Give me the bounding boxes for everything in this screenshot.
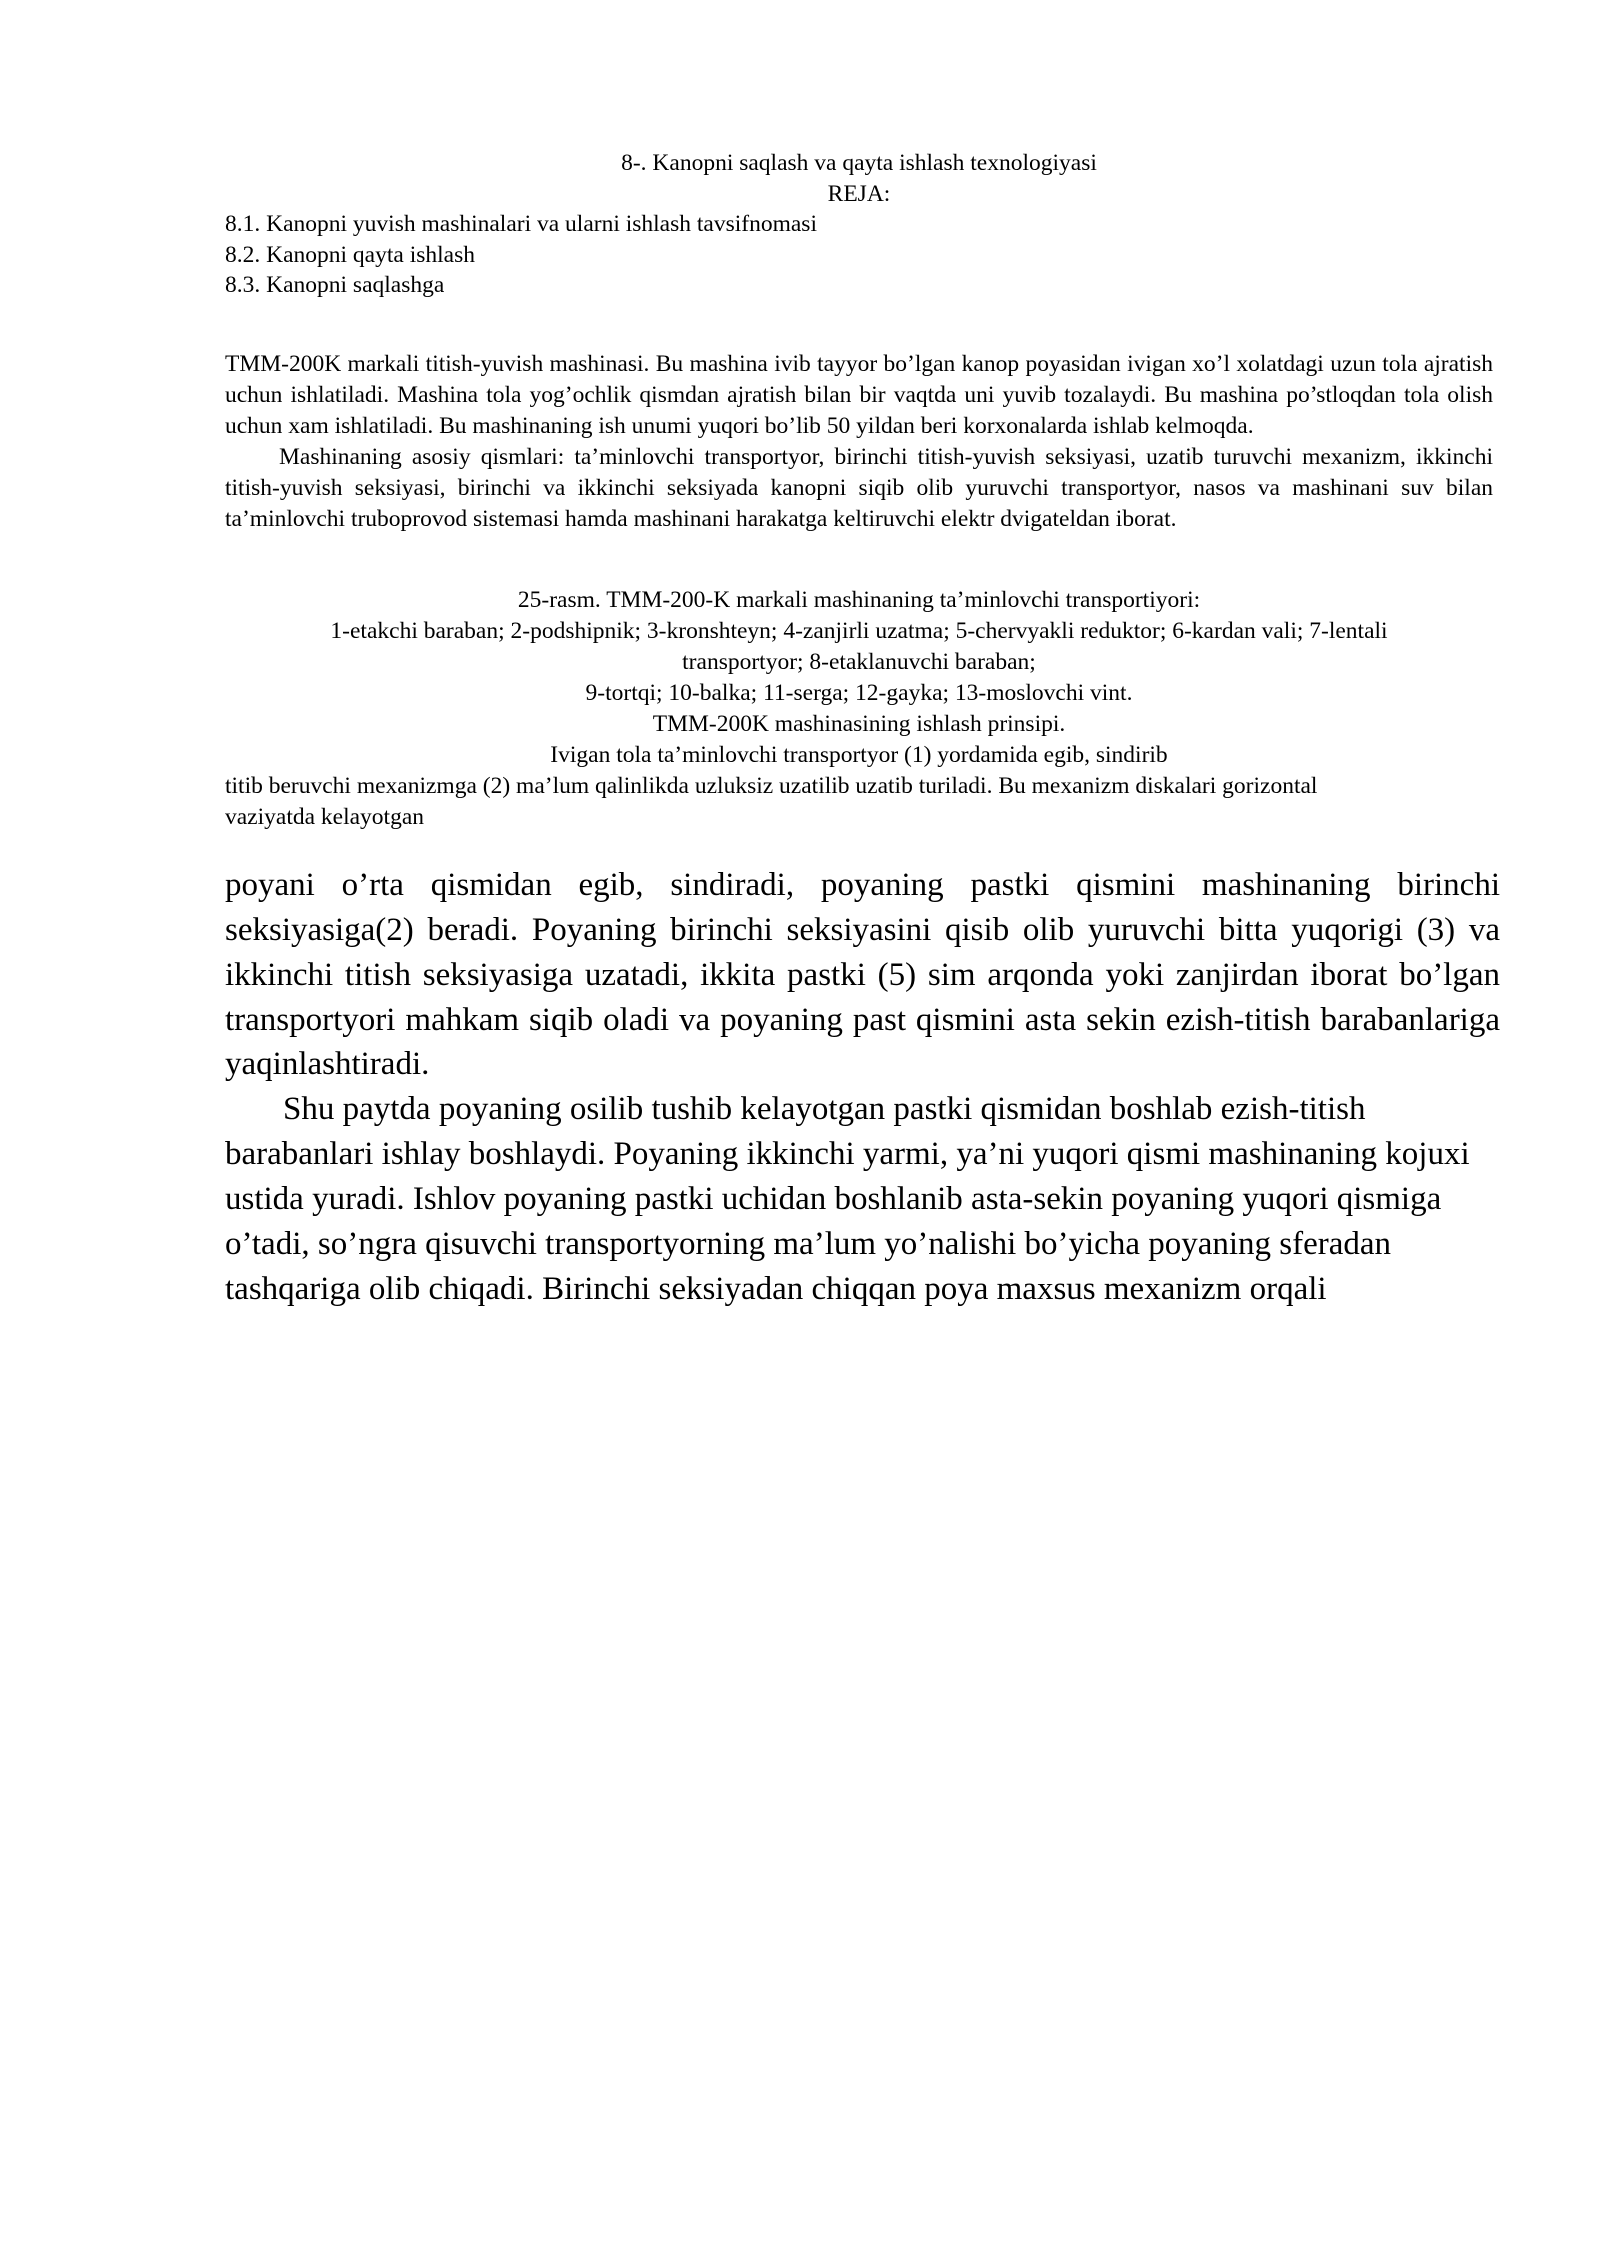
body-paragraph-1: TMM-200K markali titish-yuvish mashinasi. Bu mashina ivib tayyor bo’lgan kanop poyasidan ivigan xo’l xolatdagi uzun tola ajratish uchun ishlatiladi. Mashina tola yog’ochlik qismdan ajratish bilan bir vaqtda uni yuvib tozalaydi. Bu mashina po’stloqdan tola olish uchun xam ishlatiladi. Bu mashinaning ish unumi yuqori bo’lib 50 yildan beri korxonalarda ishlab kelmoqda. — [225, 350, 1493, 439]
document-heading: 8-. Kanopni saqlash va qayta ishlash texnologiyasi — [621, 150, 1097, 176]
large-paragraph-2: Shu paytda poyaning osilib tushib kelayotgan pastki qismidan boshlab ezish-titish barabanlari ishlay boshlaydi. Poyaning ikkinchi yarmi, ya’ni yuqori qismi mashinaning kojuxi ustida yuradi. Ishlov poyaning pastki uchidan boshlanib asta-sekin poyaning yuqori qismiga o’tadi, so’ngra qisuvchi transportyorning ma’lum yo’nalishi bo’yicha poyaning sferadan tashqariga olib chiqadi. Birinchi seksiyadan chiqqan poya maxsus mexanizm orqali — [225, 1091, 1470, 1307]
figure-caption-line-6: Ivigan tola ta’minlovchi transportyor (1) yordamida egib, sindirib — [550, 741, 1168, 768]
after-caption-line-1: titib beruvchi mexanizmga (2) ma’lum qalinlikda uzluksiz uzatilib uzatib turiladi. Bu mexanizm diskalari gorizontal — [225, 772, 1318, 799]
toc-item-3: 8.3. Kanopni saqlashga — [225, 272, 445, 299]
document-content — [225, 148, 1500, 1312]
toc-item-2: 8.2. Kanopni qayta ishlash — [225, 241, 475, 268]
body-paragraph-2: Mashinaning asosiy qismlari: ta’minlovchi transportyor, birinchi titish-yuvish seksiyasi, uzatib turuvchi mexanizm, ikkinchi titish-yuvish seksiyasi, birinchi va ikkinchi seksiyada kanopni siqib olib yuruvchi transportyor, nasos va mashinani suv bilan ta’minlovchi truboprovod sistemasi hamda mashinani harakatga keltiruvchi elektr dvigateldan iborat. — [225, 443, 1493, 532]
spacer-after-toc — [225, 301, 1493, 349]
figure-caption-line-5: TMM-200K mashinasining ishlash prinsipi. — [652, 710, 1066, 737]
figure-caption-line-2: 1-etakchi baraban; 2-podshipnik; 3-kronshteyn; 4-zanjirli uzatma; 5-chervyakli reduktor; 6-kardan vali; 7-lentali — [330, 617, 1388, 644]
figure-caption-line-3: transportyor; 8-etaklanuvchi baraban; — [682, 648, 1036, 675]
spacer-before-large-text — [225, 833, 1493, 863]
large-paragraph-1: poyani o’rta qismidan egib, sindiradi, poyaning pastki qismini mashinaning birinchi seksiyasiga(2) beradi. Poyaning birinchi seksiyasini qisib olib yuruvchi bitta yuqorigi (3) va ikkinchi titish seksiyasiga uzatadi, ikkita pastki (5) sim arqonda yoki zanjirdan iborat bo’lgan transportyori mahkam siqib oladi va poyaning past qismini asta sekin ezish-titish barabanlariga yaqinlashtiradi. — [225, 866, 1500, 1083]
spacer-before-caption — [225, 535, 1493, 585]
figure-caption-line-4: 9-tortqi; 10-balka; 11-serga; 12-gayka; 13-moslovchi vint. — [585, 679, 1133, 706]
reja-label: REJA: — [827, 180, 891, 207]
toc-item-1: 8.1. Kanopni yuvish mashinalari va ularni ishlash tavsifnomasi — [225, 211, 817, 238]
figure-caption-line-1: 25-rasm. TMM-200-K markali mashinaning ta’minlovchi transportiyori: — [517, 586, 1201, 613]
after-caption-line-2: vaziyatda kelayotgan — [225, 803, 425, 830]
